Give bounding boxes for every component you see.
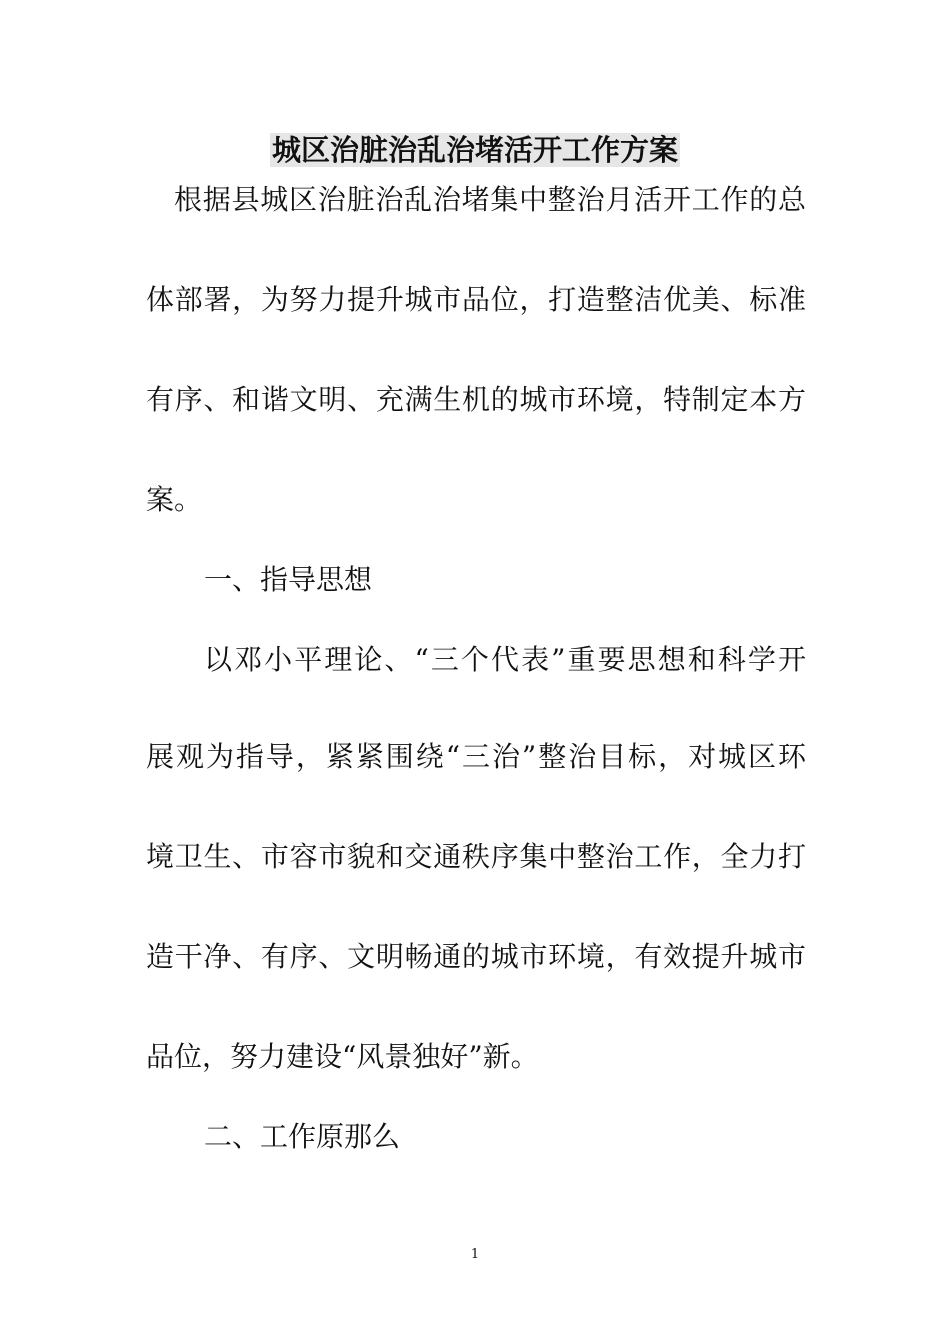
paragraph-line: 有序、和谐文明、充满生机的城市环境，特制定本方 [146,383,806,416]
paragraph-line: 境卫生、市容市貌和交通秩序集中整治工作，全力打 [146,840,806,873]
paragraph-line: 展观为指导，紧紧围绕“三治”整治目标，对城区环 [146,740,806,773]
document-title: 城区治脏治乱治堵活开工作方案 [271,133,678,167]
page-number: 1 [470,1247,480,1262]
paragraph-line: 以邓小平理论、“三个代表”重要思想和科学开 [204,643,806,676]
paragraph-line: 造干净、有序、文明畅通的城市环境，有效提升城市 [146,940,806,973]
paragraph-line: 案。 [146,483,203,516]
section-heading: 二、工作原那么 [204,1120,401,1153]
paragraph-line: 体部署，为努力提升城市品位，打造整洁优美、标准 [146,283,806,316]
paragraph-line: 品位，努力建设“风景独好”新。 [146,1040,539,1073]
section-heading: 一、指导思想 [204,563,373,596]
paragraph-line: 根据县城区治脏治乱治堵集中整治月活开工作的总 [174,183,806,216]
